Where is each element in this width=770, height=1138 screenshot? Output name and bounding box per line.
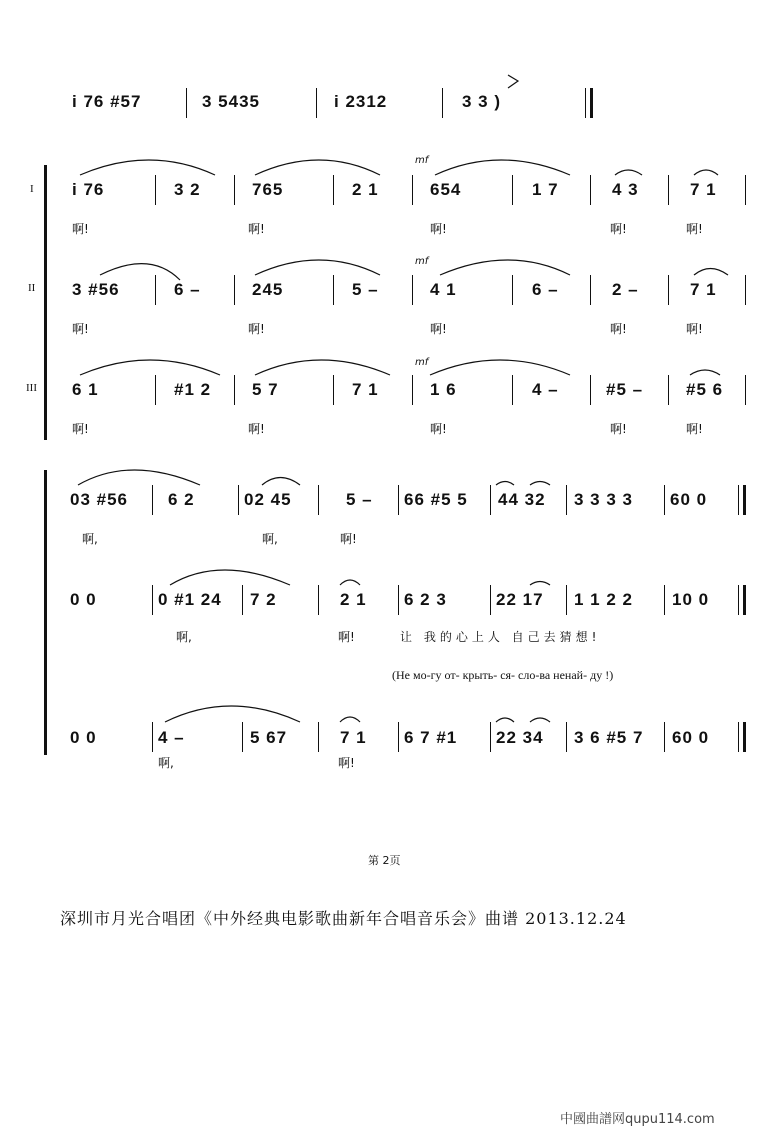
dynamic-mf: mf [415, 357, 429, 368]
note-group: 5 67 [250, 728, 288, 747]
lyric: 啊! [430, 222, 447, 236]
note-group: 03 #56 [70, 490, 128, 509]
note-group: 44 32 [498, 490, 546, 509]
note-group: 3 2 [174, 180, 201, 199]
note-group: 1 6 [430, 380, 457, 399]
lyric: 啊, [82, 532, 98, 546]
note-group: 6 2 3 [404, 590, 447, 609]
note-group: 654 [430, 180, 462, 199]
note-group: 4 3 [612, 180, 639, 199]
lyric: 啊! [248, 322, 265, 336]
lyric: 让 我的心上人 自己去猜想! [400, 630, 601, 644]
note-group: 5 7 [252, 380, 279, 399]
watermark: 中國曲譜网qupu114.com [560, 1112, 715, 1127]
note-group: 245 [252, 280, 284, 299]
note-group: 7 1 [690, 180, 717, 199]
note-group: i 76 [72, 180, 105, 199]
note-group: 4 1 [430, 280, 457, 299]
lyric: 啊! [340, 532, 357, 546]
lyric: 啊! [72, 222, 89, 236]
lyric: 啊! [338, 630, 355, 644]
note-group: 1 7 [532, 180, 559, 199]
lyric: 啊, [176, 630, 192, 644]
note-group: #5 6 [686, 380, 724, 399]
lyric: 啊! [686, 322, 703, 336]
note-group: 1 1 2 2 [574, 590, 633, 609]
note-group: 765 [252, 180, 284, 199]
row1-m4: 3 3 ) [462, 92, 502, 111]
lyric: 啊! [610, 322, 627, 336]
note-group: 7 1 [690, 280, 717, 299]
note-group: 0 0 [70, 728, 97, 747]
note-group: 10 0 [672, 590, 710, 609]
note-group: 66 #5 5 [404, 490, 468, 509]
note-group: 6 2 [168, 490, 195, 509]
lyric: 啊! [248, 222, 265, 236]
row1-m3: i 2312 [334, 92, 388, 111]
note-group: 5 – [352, 280, 379, 299]
note-group: 0 #1 24 [158, 590, 222, 609]
note-group: 4 – [532, 380, 559, 399]
page-number: 第 2页 [368, 854, 401, 867]
note-group: 02 45 [244, 490, 292, 509]
note-group: 60 0 [670, 490, 708, 509]
note-group: 2 1 [340, 590, 367, 609]
note-group: 6 – [174, 280, 201, 299]
note-group: #5 – [606, 380, 644, 399]
lyric: 啊! [430, 322, 447, 336]
part-label-3: III [26, 382, 37, 394]
note-group: 5 – [346, 490, 373, 509]
lyric: 啊! [610, 222, 627, 236]
note-group: 3 6 #5 7 [574, 728, 644, 747]
russian-lyric: (Не мо-гу от- крыть- ся- сло-ва ненай- ду !) [392, 668, 614, 682]
note-group: 22 34 [496, 728, 544, 747]
lyric: 啊! [686, 422, 703, 436]
note-group: 7 1 [352, 380, 379, 399]
note-group: 3 3 3 3 [574, 490, 633, 509]
lyric: 啊, [262, 532, 278, 546]
part-label-2: II [28, 282, 36, 294]
note-group: #1 2 [174, 380, 212, 399]
lyric: 啊! [686, 222, 703, 236]
note-group: 7 2 [250, 590, 277, 609]
lyric: 啊! [248, 422, 265, 436]
note-group: 2 1 [352, 180, 379, 199]
lyric: 啊, [158, 756, 174, 770]
dynamic-mf: mf [415, 256, 429, 267]
note-group: 3 #56 [72, 280, 120, 299]
footer-title: 深圳市月光合唱团《中外经典电影歌曲新年合唱音乐会》曲谱 2013.12.24 [60, 909, 627, 928]
note-group: 0 0 [70, 590, 97, 609]
row1-m2: 3 5435 [202, 92, 260, 111]
note-group: 6 7 #1 [404, 728, 458, 747]
note-group: 2 – [612, 280, 639, 299]
note-group: 60 0 [672, 728, 710, 747]
part-label-1: I [30, 183, 34, 195]
note-group: 22 17 [496, 590, 544, 609]
note-group: 6 1 [72, 380, 99, 399]
note-group: 7 1 [340, 728, 367, 747]
row1-m1: i 76 #57 [72, 92, 142, 111]
dynamic-mf: mf [415, 155, 429, 166]
lyric: 啊! [610, 422, 627, 436]
lyric: 啊! [338, 756, 355, 770]
lyric: 啊! [430, 422, 447, 436]
lyric: 啊! [72, 422, 89, 436]
note-group: 6 – [532, 280, 559, 299]
lyric: 啊! [72, 322, 89, 336]
note-group: 4 – [158, 728, 185, 747]
